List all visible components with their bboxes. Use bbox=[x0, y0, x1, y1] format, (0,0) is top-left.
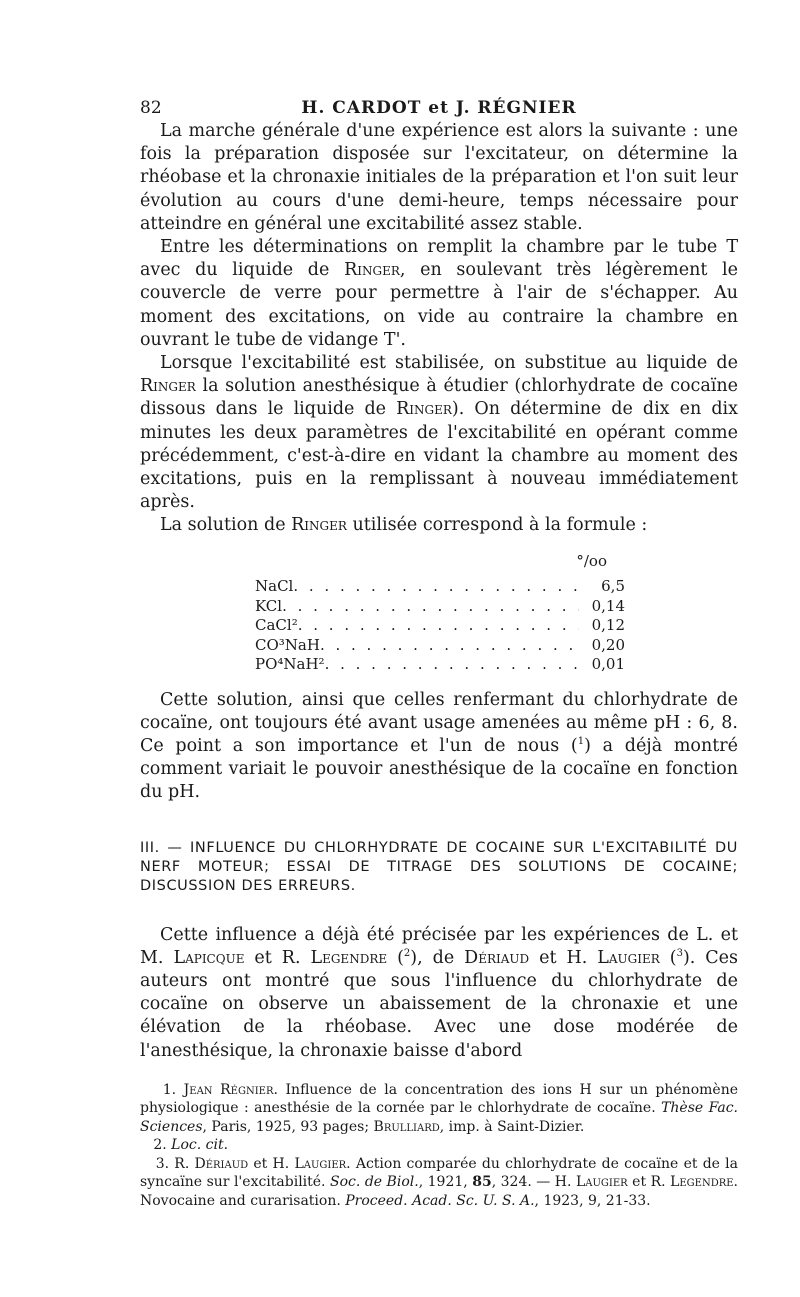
paragraph-substitution: Lorsque l'excitabilité est stabilisée, on substitue au liquide de Ringer la solution anesthésique à étudier (chlorhydrate de cocaïne dissous dans le liquide de Ringer). On détermine de dix en dix minutes les deux paramètres de l'excitabilité en opérant comme précédemment, c'est-à-dire en vidant la chambre au moment des excitations, puis en la remplissant à nouveau immédiatement après. bbox=[140, 353, 738, 513]
formula-table bbox=[255, 552, 625, 675]
paragraph-procedure: La marche générale d'une expérience est alors la suivante : une fois la préparation disposée sur l'excitateur, on détermine la rhéobase et la chronaxie initiales de la préparation et l'on suit leur évolution au cours d'une demi-heure, temps nécessaire pour atteindre en général une excitabilité assez stable. bbox=[140, 121, 738, 234]
section-heading: III. — INFLUENCE DU CHLORHYDRATE DE COCAINE SUR L'EXCITABILITÉ DU NERF MOTEUR; ESSAI DE TITRAGE DES SOLUTIONS DE COCAINE; DISCUSSION DES ERREURS. bbox=[140, 839, 738, 894]
footnote-1: 1. Jean Régnier. Influence de la concentration des ions H sur un phénomène physiologique : anesthésie de la cornée par le chlorhydrate de cocaïne. Thèse Fac. Sciences, Paris, 1925, 93 pages; Brulliard, imp. à Saint-Dizier. bbox=[140, 1081, 738, 1135]
footnote-3: 3. R. Dériaud et H. Laugier. Action comparée du chlorhydrate de cocaïne et de la syncaïne sur l'excitabilité. Soc. de Biol., 1921, 85, 324. — H. Laugier et R. Legendre. Novocaine and curarisation. Proceed. Acad. Sc. U. S. A., 1923, 9, 21-33. bbox=[140, 1155, 739, 1209]
running-title: H. CARDOT et J. RÉGNIER bbox=[301, 98, 577, 118]
page-number: 82 bbox=[140, 98, 162, 118]
formula-row: CaCl² . . . 0,12 bbox=[255, 616, 625, 636]
formula-row: KCl . . . 0,14 bbox=[255, 597, 625, 617]
formula-row: PO⁴NaH² . . . 0,01 bbox=[255, 655, 625, 675]
formula-row: CO³NaH . . . 0,20 bbox=[255, 636, 625, 656]
footnote-2: 2. Loc. cit. bbox=[153, 1137, 229, 1154]
page bbox=[140, 90, 738, 1210]
footnotes bbox=[140, 1081, 738, 1211]
formula-row: NaCl . . . 6,5 bbox=[255, 577, 625, 597]
name-ringer: Ringer bbox=[344, 260, 400, 281]
paragraph-formula-intro: La solution de Ringer utilisée correspond à la formule : bbox=[160, 515, 648, 536]
paragraph-influence: Cette influence a déjà été précisée par les expériences de L. et M. Lapicque et R. Legendre ($^2$), de Dériaud et H. Laugier ($^3$). Ces auteurs ont montré que sous l'influence du chlorhydrate de cocaïne on observe un abaissement de la chronaxie et une élévation de la rhéobase. Avec une dose modérée de l'anesthésique, la chronaxie baisse d'abord bbox=[140, 924, 739, 1061]
paragraph-chamber: Entre les déterminations on remplit la chambre par le tube T avec du liquide de Ringer, en soulevant très légèrement le couvercle de verre pour permettre à l'air de s'échapper. Au moment des excitations, on vide au contraire la chambre en ouvrant le tube de vidange T'. bbox=[140, 237, 739, 350]
formula-unit: °/oo bbox=[576, 551, 607, 570]
paragraph-ph: Cette solution, ainsi que celles renfermant du chlorhydrate de cocaïne, ont toujours été avant usage amenées au même pH : 6, 8. Ce point a son importance et l'un de nous ($^1$) a déjà montré comment variait le pouvoir anesthésique de la cocaïne en fonction du pH. bbox=[140, 689, 738, 803]
running-header bbox=[140, 90, 738, 120]
